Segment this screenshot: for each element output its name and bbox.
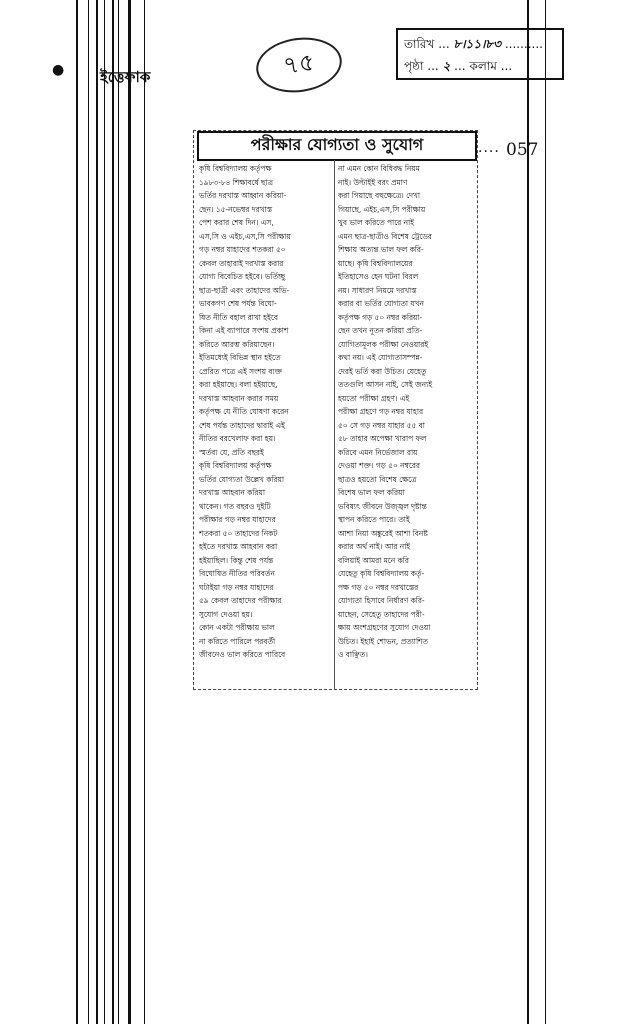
article-line: গড় নম্বর যাহাদের শতকরা ৫০ [199,245,286,254]
article-line: দেরই ভর্তি করা উচিত। যেহেতু [338,366,427,376]
scan-edge-line [128,0,131,1024]
article-line: প্রেরিত পত্রে এই সংশয় ব্যক্ত [199,366,282,376]
article-line: শতকরা ৫০ তাহাদের নিকট [199,528,278,538]
article-line: ছাত্র-ছাত্রী এবং তাহাদের অভি- [199,285,290,295]
stamp-page-row: পৃষ্ঠা ... ২ ... কলাম ... [404,59,513,73]
stamp-column-label: কলাম [469,59,497,73]
article-line: করিবে এমন নির্ভেজাল রায় [338,447,418,457]
article-line: ও বাঞ্ছিত। [338,650,368,659]
article-line: না এমন কোন বিধিবদ্ধ নিয়ম [338,164,420,173]
article-line: ভর্তির যোগ্যতা উল্লেখ করিয়া [199,474,285,484]
article-line: দরখাস্ত আহবান করিয়া [199,488,265,497]
article-line: বলিয়াই আমরা মনে করি [338,555,409,565]
article-line: জীবনেও ভাল করিতে পারিবে [199,650,286,659]
article-line: পরীক্ষার গড় নম্বর যাহাদের [199,515,276,524]
article-line: যোগিতামূলক পরীক্ষা নেওয়ারই [338,339,429,349]
article-line: হইয়াছিল। কিন্তু শেষ পর্যন্ত [199,555,274,565]
article-line: কৃষি বিশ্ববিদ্যালয় কর্তৃপক্ষ [199,461,272,470]
article-line: করার বা ভর্তির যোগ্যতা যখন [338,299,424,308]
scan-edge-line [104,0,105,1024]
scan-edge-line [144,0,145,1024]
article-line: হইতে দরখাস্ত আহবান করা [199,542,278,551]
article-line: ভাবকগণ শেষ পর্যন্ত বিঘো- [199,299,277,308]
article-line: আশা নিয়া অঙ্কুরেই আশা বিনষ্ট [338,528,428,538]
article-line: ৫০ সে গড় নম্বর যাহার ৫৫ বা [338,420,425,430]
article-line: করা গিয়াছে বহুক্ষেত্রে। দেখা [338,191,421,200]
article-line: য়াছে। কৃষি বিশ্ববিদ্যালয়ের [338,258,413,268]
stamp-page-value: ২ [442,59,451,73]
article-column-left [199,162,333,662]
publication-name: ইত্তেফাক [100,68,151,86]
article-line: না করিতে পারিলে পরবর্তী [199,636,276,646]
article-line: দরখাস্ত আহবান করার সময় [199,393,279,403]
scan-edge-line [545,0,546,1024]
article-line: ৫৯ কেবল তাহাদের পরীক্ষার [199,596,282,605]
article-line: ইতিমধ্যেই বিভিন্ন স্থান হইতে [199,353,281,362]
article-line: হয়তো পরীক্ষা গ্রহণ। এই [338,393,410,403]
article-line: ৫৮ তাহার অপেক্ষা খারাপ ফল [338,434,427,443]
archive-page-number: 057 [506,140,539,160]
article-line: যোগ্য বিবেচিত হইবে। ভর্তিচ্ছু [199,272,286,281]
scan-edge-line [88,0,89,1024]
article-line: ততগুলি আসন নাই, সেই জন্যই [338,380,433,389]
article-line: কোন একটা পরীক্ষায় ভাল [199,623,275,632]
article-line: শেষ পর্যন্ত তাহাদের দ্বারাই এই [199,420,285,430]
article-line: নয়। সাধারণ নিয়মে দরখাস্ত [338,285,417,295]
column-divider [334,160,335,690]
article-line: করা হইয়াছে। বলা হইয়াছে, [199,380,278,389]
dotted-leader: .... [478,140,500,156]
stamp-date-value: ৮।১১।৮৩ [453,37,502,51]
punch-mark-icon: ● [52,62,65,78]
article-line: গিয়াছে, এইচ,এস,সি পরীক্ষায় [338,204,426,214]
article-line: স্থাপন করিতে পারে। তাই [338,515,410,524]
article-line: ক্ষায় অংশগ্রহণের সুযোগ দেওয়া [338,623,431,632]
article-line: বিশেষ ভাল ফল করিয়া [338,488,405,497]
handwritten-number: ৭৫ [253,32,346,97]
article-line: খুব ভাল করিতে পারে নাই [338,218,414,227]
article-line: নাই। উল্টাইই বরং প্রমাণ [338,177,408,187]
article-line: ষিত নীতি বহাল রাখা হইবে [199,312,278,322]
article-line: কর্তৃপক্ষ গড় ৫০ নম্বর করিয়া- [338,312,423,322]
article-line: ১৯৮৩-৮৪ শিক্ষাবর্ষে ছাত্র [199,177,273,187]
scan-edge-line [118,0,119,1024]
article-line: বিঘোষিত নীতির পরিবর্তন [199,569,275,578]
article-line: থাকেন। গত বছরও দুইটি [199,501,271,511]
article-line: ভর্তির দরখাস্ত আহ্বান করিয়া- [199,191,287,200]
article-line: করিতে আরম্ভ করিয়াছেন। [199,339,275,349]
stamp-date-label: তারিখ [404,37,435,51]
article-line: এস,সি ও এইচ,এস,সি পরীক্ষায় [199,231,291,241]
article-line: করার অর্থ নাই। আর নাই [338,542,411,551]
article-line: য়াছেন, সেহেতু তাহাদের পরী- [338,609,425,619]
article-line: উচিত। ইহাই শোভন, প্রত্যাশিত [338,636,428,646]
scan-edge-line [96,0,98,1024]
article-line: ঘটাইয়া গড় নম্বর যাহাদের [199,582,274,592]
article-line: পক্ষ গড় ৫০ নম্বর দরখাস্তের [338,582,419,592]
article-line: কর্তৃপক্ষ যে নীতি ঘোষণা করেন [199,407,289,416]
article-line: ছেন। ১৫-নভেম্বর দরখাস্ত [199,204,273,214]
article-line: ভবিষ্যৎ জীবনে উজ্জ্বল দৃষ্টান্ত [338,501,427,511]
article-line: নীতির বরখেলাফ করা হয়। [199,434,276,443]
stamp-date-row: তারিখ ... ৮।১১।৮৩ .......... [404,37,543,51]
article-line: সুযোগ দেওয়া হয়। [199,609,253,619]
scan-edge-line [76,0,78,1024]
article-line: ছাত্রও হয়তো বিশেষ ক্ষেত্রে [338,474,417,484]
article-line: পরীক্ষা গ্রহণে গড় নম্বর যাহার [338,407,424,416]
article-line: ইতিহাসেও হেন ঘটনা বিরল [338,272,419,281]
article-line: পেশ করার শেষ দিন। এস, [199,218,274,227]
archive-stamp [396,28,564,80]
article-line: এমন ছাত্র-ছাত্রীও বিশেষ ট্রেডের [338,231,432,241]
article-column-right [338,162,472,662]
article-line: স্মর্তব্য যে, প্রতি বছরই [199,447,264,457]
article-line: যোগ্যতা হিসাবে নির্ধারণ করি- [338,596,425,605]
article-headline: পরীক্ষার যোগ্যতা ও সুযোগ [197,131,477,161]
article-line: কেবল তাহারাই দরখাস্ত করার [199,258,284,268]
article-line: যেহেতু কৃষি বিশ্ববিদ্যালয় কর্তৃ- [338,569,425,578]
article-line: কথা নয়। এই যোগ্যতাসম্পন্ন- [338,353,423,362]
scan-edge-line [112,0,114,1024]
article-line: কৃষি বিশ্ববিদ্যালয় কর্তৃপক্ষ [199,164,272,173]
article-line: কিনা এই ব্যাপারে সংশয় প্রকাশ [199,326,289,335]
article-line: ছেন তখন নূতন করিয়া প্রতি- [338,326,423,335]
stamp-page-label: পৃষ্ঠা [404,59,424,73]
article-line: দেওয়া শক্ত। গড় ৫০ নম্বরের [338,461,420,470]
article-line: শিক্ষায় অত্যন্ত ভাল ফল করি- [338,245,424,254]
